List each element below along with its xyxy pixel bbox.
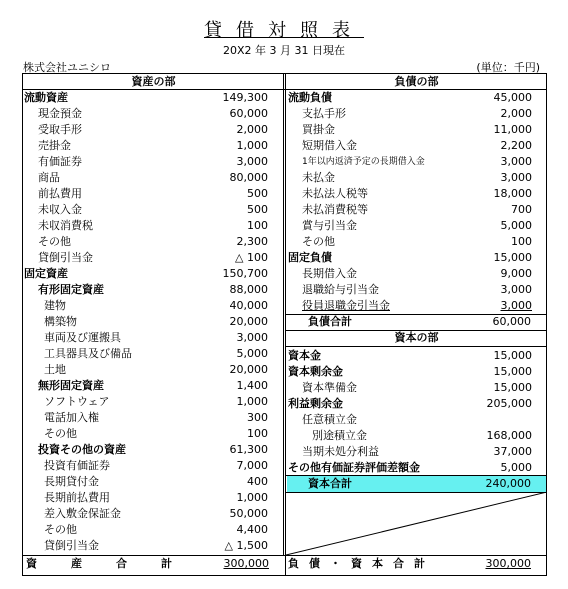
equity-total-rule-top [286, 475, 547, 476]
equity-row [286, 380, 548, 396]
asset-row [22, 218, 284, 234]
asset-row-value: 1,000 [236, 395, 268, 408]
liability-row [286, 186, 548, 202]
equity-heading: 資本の部 [394, 331, 439, 344]
asset-row [22, 154, 284, 170]
assets-total-value: 300,000 [223, 557, 269, 570]
liability-row-label: 未払金 [302, 171, 335, 184]
asset-row-label: その他 [38, 235, 71, 248]
liability-row-value: 700 [511, 203, 532, 216]
asset-row-label: 売掛金 [38, 139, 71, 152]
liabilities-heading: 負債の部 [394, 75, 439, 88]
asset-row-value: 149,300 [222, 91, 268, 104]
asset-row-label: 未収消費税 [38, 219, 93, 232]
equity-row [286, 348, 548, 364]
asset-row [22, 298, 284, 314]
liability-row [286, 218, 548, 234]
page-title: 貸借対照表 [204, 20, 364, 41]
equity-row-label: その他有価証券評価差額金 [288, 461, 420, 474]
asset-row-value: 5,000 [236, 347, 268, 360]
diagonal-line [286, 492, 547, 555]
asset-row [22, 346, 284, 362]
asset-row [22, 170, 284, 186]
equity-total-label: 資本合計 [308, 477, 352, 490]
asset-row-value: 3,000 [236, 155, 268, 168]
liability-row-value: 3,000 [500, 283, 532, 296]
equity-total-value: 240,000 [485, 477, 531, 490]
asset-row-label: 建物 [44, 299, 66, 312]
asset-row-value: 1,000 [236, 139, 268, 152]
liability-row-label: 未払消費税等 [302, 203, 368, 216]
asset-row-label: 有価証券 [38, 155, 82, 168]
liability-row [286, 138, 548, 154]
asset-row-label: 貸倒引当金 [44, 539, 99, 552]
equity-row [286, 444, 548, 460]
liability-row-value: 100 [511, 235, 532, 248]
center-divider-inner [283, 73, 284, 556]
liability-row [286, 202, 548, 218]
asset-row-value: 4,400 [236, 523, 268, 536]
asset-row-label: 受取手形 [38, 123, 82, 136]
asset-row [22, 234, 284, 250]
asset-row-label: 工具器具及び備品 [44, 347, 132, 360]
equity-total-row [286, 476, 547, 492]
equity-heading-rule-top [286, 330, 547, 331]
liabilities-total-row [286, 314, 547, 330]
grand-total-row [286, 556, 547, 572]
liability-row-value: 11,000 [493, 123, 532, 136]
asset-row-value: 20,000 [229, 315, 268, 328]
liabilities-total-rule [286, 314, 547, 315]
asset-row-value: 60,000 [229, 107, 268, 120]
asset-row-value: 61,300 [229, 443, 268, 456]
asset-row [22, 90, 284, 106]
equity-row [286, 396, 548, 412]
asset-row-value: 100 [247, 219, 268, 232]
liability-row-value: 2,200 [500, 139, 532, 152]
company-name: 株式会社ユニシロ [23, 61, 111, 74]
asset-row [22, 522, 284, 538]
asset-row-label: 長期貸付金 [44, 475, 99, 488]
asset-row-label: 長期前払費用 [44, 491, 110, 504]
asset-row-value: 40,000 [229, 299, 268, 312]
asset-row-value: 300 [247, 411, 268, 424]
equity-row [286, 412, 548, 428]
liability-row-value: 9,000 [500, 267, 532, 280]
assets-heading: 資産の部 [131, 75, 176, 88]
equity-row-label: 資本剰余金 [288, 365, 343, 378]
liability-row [286, 170, 548, 186]
empty-cell-diagonal [286, 492, 547, 555]
asset-row [22, 458, 284, 474]
liability-row-value: 3,000 [500, 299, 532, 312]
liability-row-value: 45,000 [493, 91, 532, 104]
equity-row-value: 15,000 [493, 365, 532, 378]
asset-row-value: 80,000 [229, 171, 268, 184]
asset-row-value: 20,000 [229, 363, 268, 376]
asset-row-label: 電話加入権 [44, 411, 99, 424]
asset-row [22, 314, 284, 330]
asset-row-value: 3,000 [236, 331, 268, 344]
liability-row-label: 流動負債 [288, 91, 332, 104]
liability-row-label: 退職給与引当金 [302, 283, 379, 296]
liability-row-value: 3,000 [500, 171, 532, 184]
grand-total-value: 300,000 [485, 557, 531, 570]
liabilities-total-value: 60,000 [492, 315, 531, 328]
liability-row-label: その他 [302, 235, 335, 248]
asset-row [22, 442, 284, 458]
equity-row-label: 別途積立金 [312, 429, 367, 442]
report-date: 20X2 年 3 月 31 日現在 [222, 44, 345, 57]
unit-label: (単位：千円) [476, 61, 540, 74]
liability-row-label: 短期借入金 [302, 139, 357, 152]
liability-row [286, 234, 548, 250]
asset-row-value: 88,000 [229, 283, 268, 296]
asset-row-value: 500 [247, 187, 268, 200]
asset-row-label: ソフトウェア [44, 395, 110, 408]
asset-row-value: 7,000 [236, 459, 268, 472]
asset-row-label: 構築物 [44, 315, 77, 328]
asset-row [22, 362, 284, 378]
liability-row-label: 買掛金 [302, 123, 335, 136]
liability-row [286, 266, 548, 282]
asset-row-label: 未収入金 [38, 203, 82, 216]
equity-row [286, 428, 548, 444]
asset-row-value: △ 1,500 [224, 539, 268, 552]
asset-row [22, 250, 284, 266]
asset-row [22, 138, 284, 154]
asset-row [22, 426, 284, 442]
liability-row-value: 5,000 [500, 219, 532, 232]
equity-row-label: 任意積立金 [302, 413, 357, 426]
equity-row-label: 資本金 [288, 349, 321, 362]
liability-row [286, 250, 548, 266]
asset-row [22, 122, 284, 138]
asset-row [22, 506, 284, 522]
liability-row-value: 3,000 [500, 155, 532, 168]
asset-row-value: 500 [247, 203, 268, 216]
asset-row-label: 前払費用 [38, 187, 82, 200]
asset-row [22, 394, 284, 410]
asset-row [22, 266, 284, 282]
liability-row-label: 1年以内返済予定の長期借入金 [302, 157, 425, 167]
asset-row-value: 1,000 [236, 491, 268, 504]
asset-row-label: 無形固定資産 [38, 379, 104, 392]
liability-row [286, 106, 548, 122]
totals-rule [22, 555, 547, 556]
asset-row-label: 現金預金 [38, 107, 82, 120]
asset-row-label: その他 [44, 427, 77, 440]
equity-row-label: 資本準備金 [302, 381, 357, 394]
asset-row-label: 土地 [44, 363, 66, 376]
liability-row-value: 2,000 [500, 107, 532, 120]
equity-row-value: 205,000 [486, 397, 532, 410]
liability-row [286, 90, 548, 106]
equity-row-value: 15,000 [493, 349, 532, 362]
liability-row-label: 役員退職金引当金 [302, 299, 390, 312]
liability-row [286, 154, 548, 170]
asset-row-value: 50,000 [229, 507, 268, 520]
grand-total-label: 負債・資本合計 [288, 557, 435, 570]
asset-row-value: 150,700 [222, 267, 268, 280]
asset-row [22, 330, 284, 346]
asset-row-label: 有形固定資産 [38, 283, 104, 296]
liability-row-value: 18,000 [493, 187, 532, 200]
asset-row-value: 2,000 [236, 123, 268, 136]
liabilities-total-label: 負債合計 [308, 315, 352, 328]
equity-row-label: 利益剰余金 [288, 397, 343, 410]
liability-row [286, 298, 548, 314]
equity-heading-rule-bottom [286, 346, 547, 347]
liability-row-label: 固定負債 [288, 251, 332, 264]
assets-total-row [22, 556, 285, 572]
asset-row [22, 106, 284, 122]
liability-row-value: 15,000 [493, 251, 532, 264]
asset-row [22, 378, 284, 394]
liability-row [286, 122, 548, 138]
asset-row [22, 282, 284, 298]
equity-row-label: 当期未処分利益 [302, 445, 379, 458]
asset-row [22, 202, 284, 218]
liability-row-label: 賞与引当金 [302, 219, 357, 232]
asset-row-label: 投資有価証券 [44, 459, 110, 472]
asset-row [22, 474, 284, 490]
asset-row-label: 差入敷金保証金 [44, 507, 121, 520]
liability-row-label: 長期借入金 [302, 267, 357, 280]
asset-row-label: 投資その他の資産 [38, 443, 126, 456]
asset-row [22, 490, 284, 506]
asset-row [22, 538, 284, 554]
asset-row [22, 410, 284, 426]
equity-row [286, 460, 548, 476]
asset-row-label: その他 [44, 523, 77, 536]
asset-row-label: 流動資産 [24, 91, 68, 104]
assets-total-label: 資産合計 [26, 557, 206, 570]
equity-row-value: 5,000 [500, 461, 532, 474]
equity-row-value: 15,000 [493, 381, 532, 394]
asset-row-value: 100 [247, 427, 268, 440]
asset-row-label: 商品 [38, 171, 60, 184]
asset-row-value: 2,300 [236, 235, 268, 248]
asset-row-label: 貸倒引当金 [38, 251, 93, 264]
asset-row-label: 車両及び運搬具 [44, 331, 121, 344]
liability-row-label: 未払法人税等 [302, 187, 368, 200]
asset-row-value: △ 100 [235, 251, 268, 264]
liability-row-label: 支払手形 [302, 107, 346, 120]
equity-row-value: 37,000 [493, 445, 532, 458]
equity-row-value: 168,000 [486, 429, 532, 442]
asset-row-value: 1,400 [236, 379, 268, 392]
asset-row [22, 186, 284, 202]
asset-row-value: 400 [247, 475, 268, 488]
asset-row-label: 固定資産 [24, 267, 68, 280]
liability-row [286, 282, 548, 298]
equity-row [286, 364, 548, 380]
